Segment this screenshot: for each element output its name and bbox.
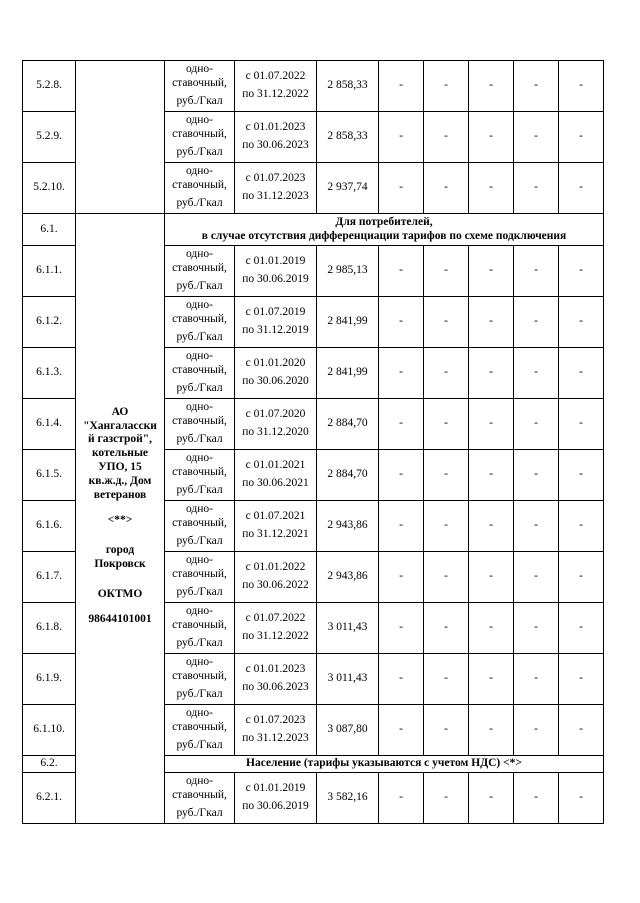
organization-name-line: "Хангаласски — [83, 419, 157, 432]
tariff-type-line: ставочный, — [172, 313, 227, 326]
period-from: с 01.01.2019 — [245, 255, 306, 268]
empty-value-dash: - — [559, 163, 604, 214]
row-number: 5.2.10. — [23, 163, 76, 214]
tariff-type — [165, 773, 235, 824]
empty-value-dash: - — [559, 297, 604, 348]
row-number: 6.1.5. — [23, 450, 76, 501]
organization-name-line: УПО, 15 — [98, 460, 142, 473]
tariff-type — [165, 705, 235, 756]
empty-value-dash: - — [514, 654, 559, 705]
tariff-type-line: руб./Гкал — [176, 534, 223, 547]
tariff-period — [235, 552, 317, 603]
empty-value-dash: - — [514, 246, 559, 297]
empty-value-dash: - — [379, 112, 424, 163]
tariff-type-line: одно- — [185, 554, 213, 567]
empty-value-dash: - — [379, 773, 424, 824]
period-to: по 31.12.2022 — [242, 630, 309, 642]
empty-value-dash: - — [424, 552, 469, 603]
tariff-period — [235, 654, 317, 705]
tariff-type-line: одно- — [185, 707, 213, 720]
tariff-value: 3 087,80 — [317, 705, 379, 756]
tariff-type-line: руб./Гкал — [176, 806, 223, 819]
tariff-period — [235, 399, 317, 450]
empty-value-dash: - — [469, 603, 514, 654]
tariff-type-line: одно- — [185, 656, 213, 669]
empty-value-dash: - — [469, 654, 514, 705]
tariff-type-line: ставочный, — [172, 128, 227, 141]
period-to: по 31.12.2023 — [242, 732, 309, 744]
empty-value-dash: - — [559, 773, 604, 824]
section-header-line: в случае отсутствия дифференциации тарифов по схеме подключения — [201, 229, 567, 242]
organization-note: <**> — [107, 514, 133, 527]
tariff-value: 2 841,99 — [317, 297, 379, 348]
empty-value-dash: - — [469, 112, 514, 163]
tariff-type-line: руб./Гкал — [176, 94, 223, 107]
tariff-table-body — [23, 61, 604, 824]
tariff-type-line: руб./Гкал — [176, 145, 223, 158]
row-number: 6.1.10. — [23, 705, 76, 756]
tariff-value: 2 858,33 — [317, 61, 379, 112]
empty-value-dash: - — [469, 399, 514, 450]
tariff-type-line: одно- — [185, 248, 213, 261]
tariff-type-line: одно- — [185, 605, 213, 618]
period-to: по 31.12.2023 — [242, 190, 309, 202]
tariff-value: 2 943,86 — [317, 501, 379, 552]
empty-value-dash: - — [379, 450, 424, 501]
row-number: 5.2.9. — [23, 112, 76, 163]
tariff-type — [165, 297, 235, 348]
section-header: Население (тарифы указываются с учетом НДС) <*> — [165, 756, 604, 773]
period-from: с 01.07.2020 — [245, 408, 306, 421]
tariff-type — [165, 603, 235, 654]
empty-value-dash: - — [379, 163, 424, 214]
tariff-period — [235, 501, 317, 552]
tariff-period — [235, 705, 317, 756]
organization-cell-empty — [76, 61, 165, 214]
empty-value-dash: - — [514, 552, 559, 603]
tariff-type-line: ставочный, — [172, 619, 227, 632]
tariff-type-line: руб./Гкал — [176, 483, 223, 496]
empty-value-dash: - — [469, 348, 514, 399]
empty-value-dash: - — [514, 112, 559, 163]
empty-value-dash: - — [514, 603, 559, 654]
row-number: 6.1.6. — [23, 501, 76, 552]
empty-value-dash: - — [559, 501, 604, 552]
tariff-type-line: руб./Гкал — [176, 687, 223, 700]
empty-value-dash: - — [379, 705, 424, 756]
empty-value-dash: - — [379, 61, 424, 112]
empty-value-dash: - — [559, 348, 604, 399]
spacer — [76, 528, 164, 544]
tariff-type — [165, 501, 235, 552]
period-from: с 01.07.2019 — [245, 306, 306, 319]
empty-value-dash: - — [469, 450, 514, 501]
section-header — [165, 214, 604, 246]
tariff-value: 2 884,70 — [317, 450, 379, 501]
empty-value-dash: - — [424, 501, 469, 552]
tariff-period — [235, 450, 317, 501]
empty-value-dash: - — [424, 399, 469, 450]
spacer — [76, 502, 164, 514]
tariff-type-line: одно- — [185, 114, 213, 127]
spacer — [76, 601, 164, 613]
empty-value-dash: - — [469, 552, 514, 603]
tariff-type-line: одно- — [185, 775, 213, 788]
empty-value-dash: - — [379, 297, 424, 348]
empty-value-dash: - — [424, 297, 469, 348]
organization-name-line: й газстрой", — [87, 433, 153, 446]
tariff-type-line: ставочный, — [172, 179, 227, 192]
period-to: по 30.06.2023 — [242, 139, 309, 151]
row-number: 6.1.9. — [23, 654, 76, 705]
period-to: по 31.12.2021 — [242, 528, 309, 540]
empty-value-dash: - — [424, 773, 469, 824]
organization-name-line: ветеранов — [93, 488, 147, 501]
period-to: по 31.12.2022 — [242, 88, 309, 100]
empty-value-dash: - — [469, 773, 514, 824]
organization-cell — [76, 214, 165, 824]
empty-value-dash: - — [559, 654, 604, 705]
tariff-period — [235, 348, 317, 399]
empty-value-dash: - — [514, 297, 559, 348]
tariff-type — [165, 61, 235, 112]
tariff-value: 3 582,16 — [317, 773, 379, 824]
tariff-type-line: руб./Гкал — [176, 636, 223, 649]
tariff-type-line: ставочный, — [172, 568, 227, 581]
empty-value-dash: - — [514, 399, 559, 450]
empty-value-dash: - — [424, 246, 469, 297]
tariff-period — [235, 297, 317, 348]
tariff-period — [235, 773, 317, 824]
tariff-value: 3 011,43 — [317, 654, 379, 705]
period-to: по 30.06.2021 — [242, 477, 309, 489]
empty-value-dash: - — [469, 61, 514, 112]
tariff-type-line: руб./Гкал — [176, 432, 223, 445]
empty-value-dash: - — [424, 348, 469, 399]
row-number: 6.1.7. — [23, 552, 76, 603]
tariff-type — [165, 163, 235, 214]
tariff-type — [165, 552, 235, 603]
tariff-type-line: руб./Гкал — [176, 196, 223, 209]
period-from: с 01.07.2023 — [245, 172, 306, 185]
tariff-type-line: ставочный, — [172, 466, 227, 479]
organization-city-line: Покровск — [94, 557, 146, 570]
empty-value-dash: - — [424, 450, 469, 501]
tariff-type-line: руб./Гкал — [176, 381, 223, 394]
tariff-type-line: ставочный, — [172, 670, 227, 683]
tariff-type-line: одно- — [185, 401, 213, 414]
tariff-type — [165, 246, 235, 297]
section-header-row — [23, 214, 604, 246]
empty-value-dash: - — [424, 654, 469, 705]
tariff-value: 2 884,70 — [317, 399, 379, 450]
empty-value-dash: - — [469, 163, 514, 214]
tariff-value: 2 841,99 — [317, 348, 379, 399]
empty-value-dash: - — [424, 163, 469, 214]
row-number: 6.1.2. — [23, 297, 76, 348]
tariff-type-line: одно- — [185, 503, 213, 516]
tariff-type-line: руб./Гкал — [176, 738, 223, 751]
row-number: 6.1.1. — [23, 246, 76, 297]
tariff-type-line: одно- — [185, 350, 213, 363]
organization-name-line: котельные — [91, 447, 149, 460]
tariff-type — [165, 450, 235, 501]
empty-value-dash: - — [379, 246, 424, 297]
period-from: с 01.01.2020 — [245, 357, 306, 370]
tariff-type-line: одно- — [185, 299, 213, 312]
empty-value-dash: - — [379, 654, 424, 705]
period-from: с 01.01.2021 — [245, 459, 306, 472]
empty-value-dash: - — [559, 603, 604, 654]
tariff-value: 2 985,13 — [317, 246, 379, 297]
row-number: 6.1. — [23, 214, 76, 246]
spacer — [76, 572, 164, 588]
empty-value-dash: - — [559, 552, 604, 603]
empty-value-dash: - — [469, 246, 514, 297]
tariff-period — [235, 246, 317, 297]
tariff-type-line: одно- — [185, 165, 213, 178]
tariff-value: 2 858,33 — [317, 112, 379, 163]
empty-value-dash: - — [514, 705, 559, 756]
period-to: по 31.12.2020 — [242, 426, 309, 438]
tariff-type — [165, 348, 235, 399]
empty-value-dash: - — [514, 501, 559, 552]
tariff-type-line: ставочный, — [172, 364, 227, 377]
empty-value-dash: - — [379, 603, 424, 654]
tariff-row — [23, 61, 604, 112]
tariff-period — [235, 112, 317, 163]
tariff-period — [235, 603, 317, 654]
empty-value-dash: - — [379, 399, 424, 450]
period-from: с 01.07.2021 — [245, 510, 306, 523]
tariff-period — [235, 163, 317, 214]
organization-city-line: город — [105, 544, 135, 557]
organization-name-line: АО — [111, 405, 129, 418]
tariff-value: 3 011,43 — [317, 603, 379, 654]
row-number: 6.1.3. — [23, 348, 76, 399]
tariff-table — [22, 60, 604, 824]
period-to: по 30.06.2019 — [242, 273, 309, 285]
period-to: по 31.12.2019 — [242, 324, 309, 336]
tariff-value: 2 937,74 — [317, 163, 379, 214]
tariff-period — [235, 61, 317, 112]
period-from: с 01.07.2023 — [245, 714, 306, 727]
tariff-type-line: одно- — [185, 63, 213, 76]
empty-value-dash: - — [559, 112, 604, 163]
tariff-type-line: руб./Гкал — [176, 279, 223, 292]
empty-value-dash: - — [514, 61, 559, 112]
tariff-type-line: ставочный, — [172, 789, 227, 802]
tariff-type-line: ставочный, — [172, 77, 227, 90]
period-from: с 01.01.2023 — [245, 121, 306, 134]
empty-value-dash: - — [469, 501, 514, 552]
organization-name-line: кв.ж.д., Дом — [88, 474, 152, 487]
period-from: с 01.07.2022 — [245, 70, 306, 83]
empty-value-dash: - — [559, 705, 604, 756]
period-from: с 01.01.2019 — [245, 782, 306, 795]
tariff-type-line: ставочный, — [172, 415, 227, 428]
tariff-type-line: ставочный, — [172, 721, 227, 734]
section-header-line: Для потребителей, — [335, 215, 433, 228]
empty-value-dash: - — [424, 705, 469, 756]
empty-value-dash: - — [424, 112, 469, 163]
empty-value-dash: - — [424, 603, 469, 654]
tariff-type-line: ставочный, — [172, 262, 227, 275]
oktmo-code: 98644101001 — [88, 613, 152, 626]
period-to: по 30.06.2020 — [242, 375, 309, 387]
empty-value-dash: - — [424, 61, 469, 112]
empty-value-dash: - — [469, 297, 514, 348]
empty-value-dash: - — [379, 348, 424, 399]
tariff-value: 2 943,86 — [317, 552, 379, 603]
empty-value-dash: - — [469, 705, 514, 756]
tariff-type-line: руб./Гкал — [176, 585, 223, 598]
empty-value-dash: - — [514, 163, 559, 214]
empty-value-dash: - — [559, 399, 604, 450]
row-number: 6.2.1. — [23, 773, 76, 824]
empty-value-dash: - — [514, 348, 559, 399]
period-from: с 01.01.2022 — [245, 561, 306, 574]
period-from: с 01.07.2022 — [245, 612, 306, 625]
period-from: с 01.01.2023 — [245, 663, 306, 676]
empty-value-dash: - — [559, 450, 604, 501]
tariff-type-line: одно- — [185, 452, 213, 465]
empty-value-dash: - — [514, 773, 559, 824]
tariff-type-line: руб./Гкал — [176, 330, 223, 343]
row-number: 6.1.8. — [23, 603, 76, 654]
empty-value-dash: - — [379, 552, 424, 603]
empty-value-dash: - — [514, 450, 559, 501]
tariff-type — [165, 654, 235, 705]
tariff-type-line: ставочный, — [172, 517, 227, 530]
row-number: 5.2.8. — [23, 61, 76, 112]
period-to: по 30.06.2019 — [242, 800, 309, 812]
empty-value-dash: - — [379, 501, 424, 552]
empty-value-dash: - — [559, 246, 604, 297]
row-number: 6.2. — [23, 756, 76, 773]
empty-value-dash: - — [559, 61, 604, 112]
oktmo-label: ОКТМО — [97, 587, 143, 600]
period-to: по 30.06.2023 — [242, 681, 309, 693]
period-to: по 30.06.2022 — [242, 579, 309, 591]
row-number: 6.1.4. — [23, 399, 76, 450]
tariff-type — [165, 399, 235, 450]
tariff-type — [165, 112, 235, 163]
